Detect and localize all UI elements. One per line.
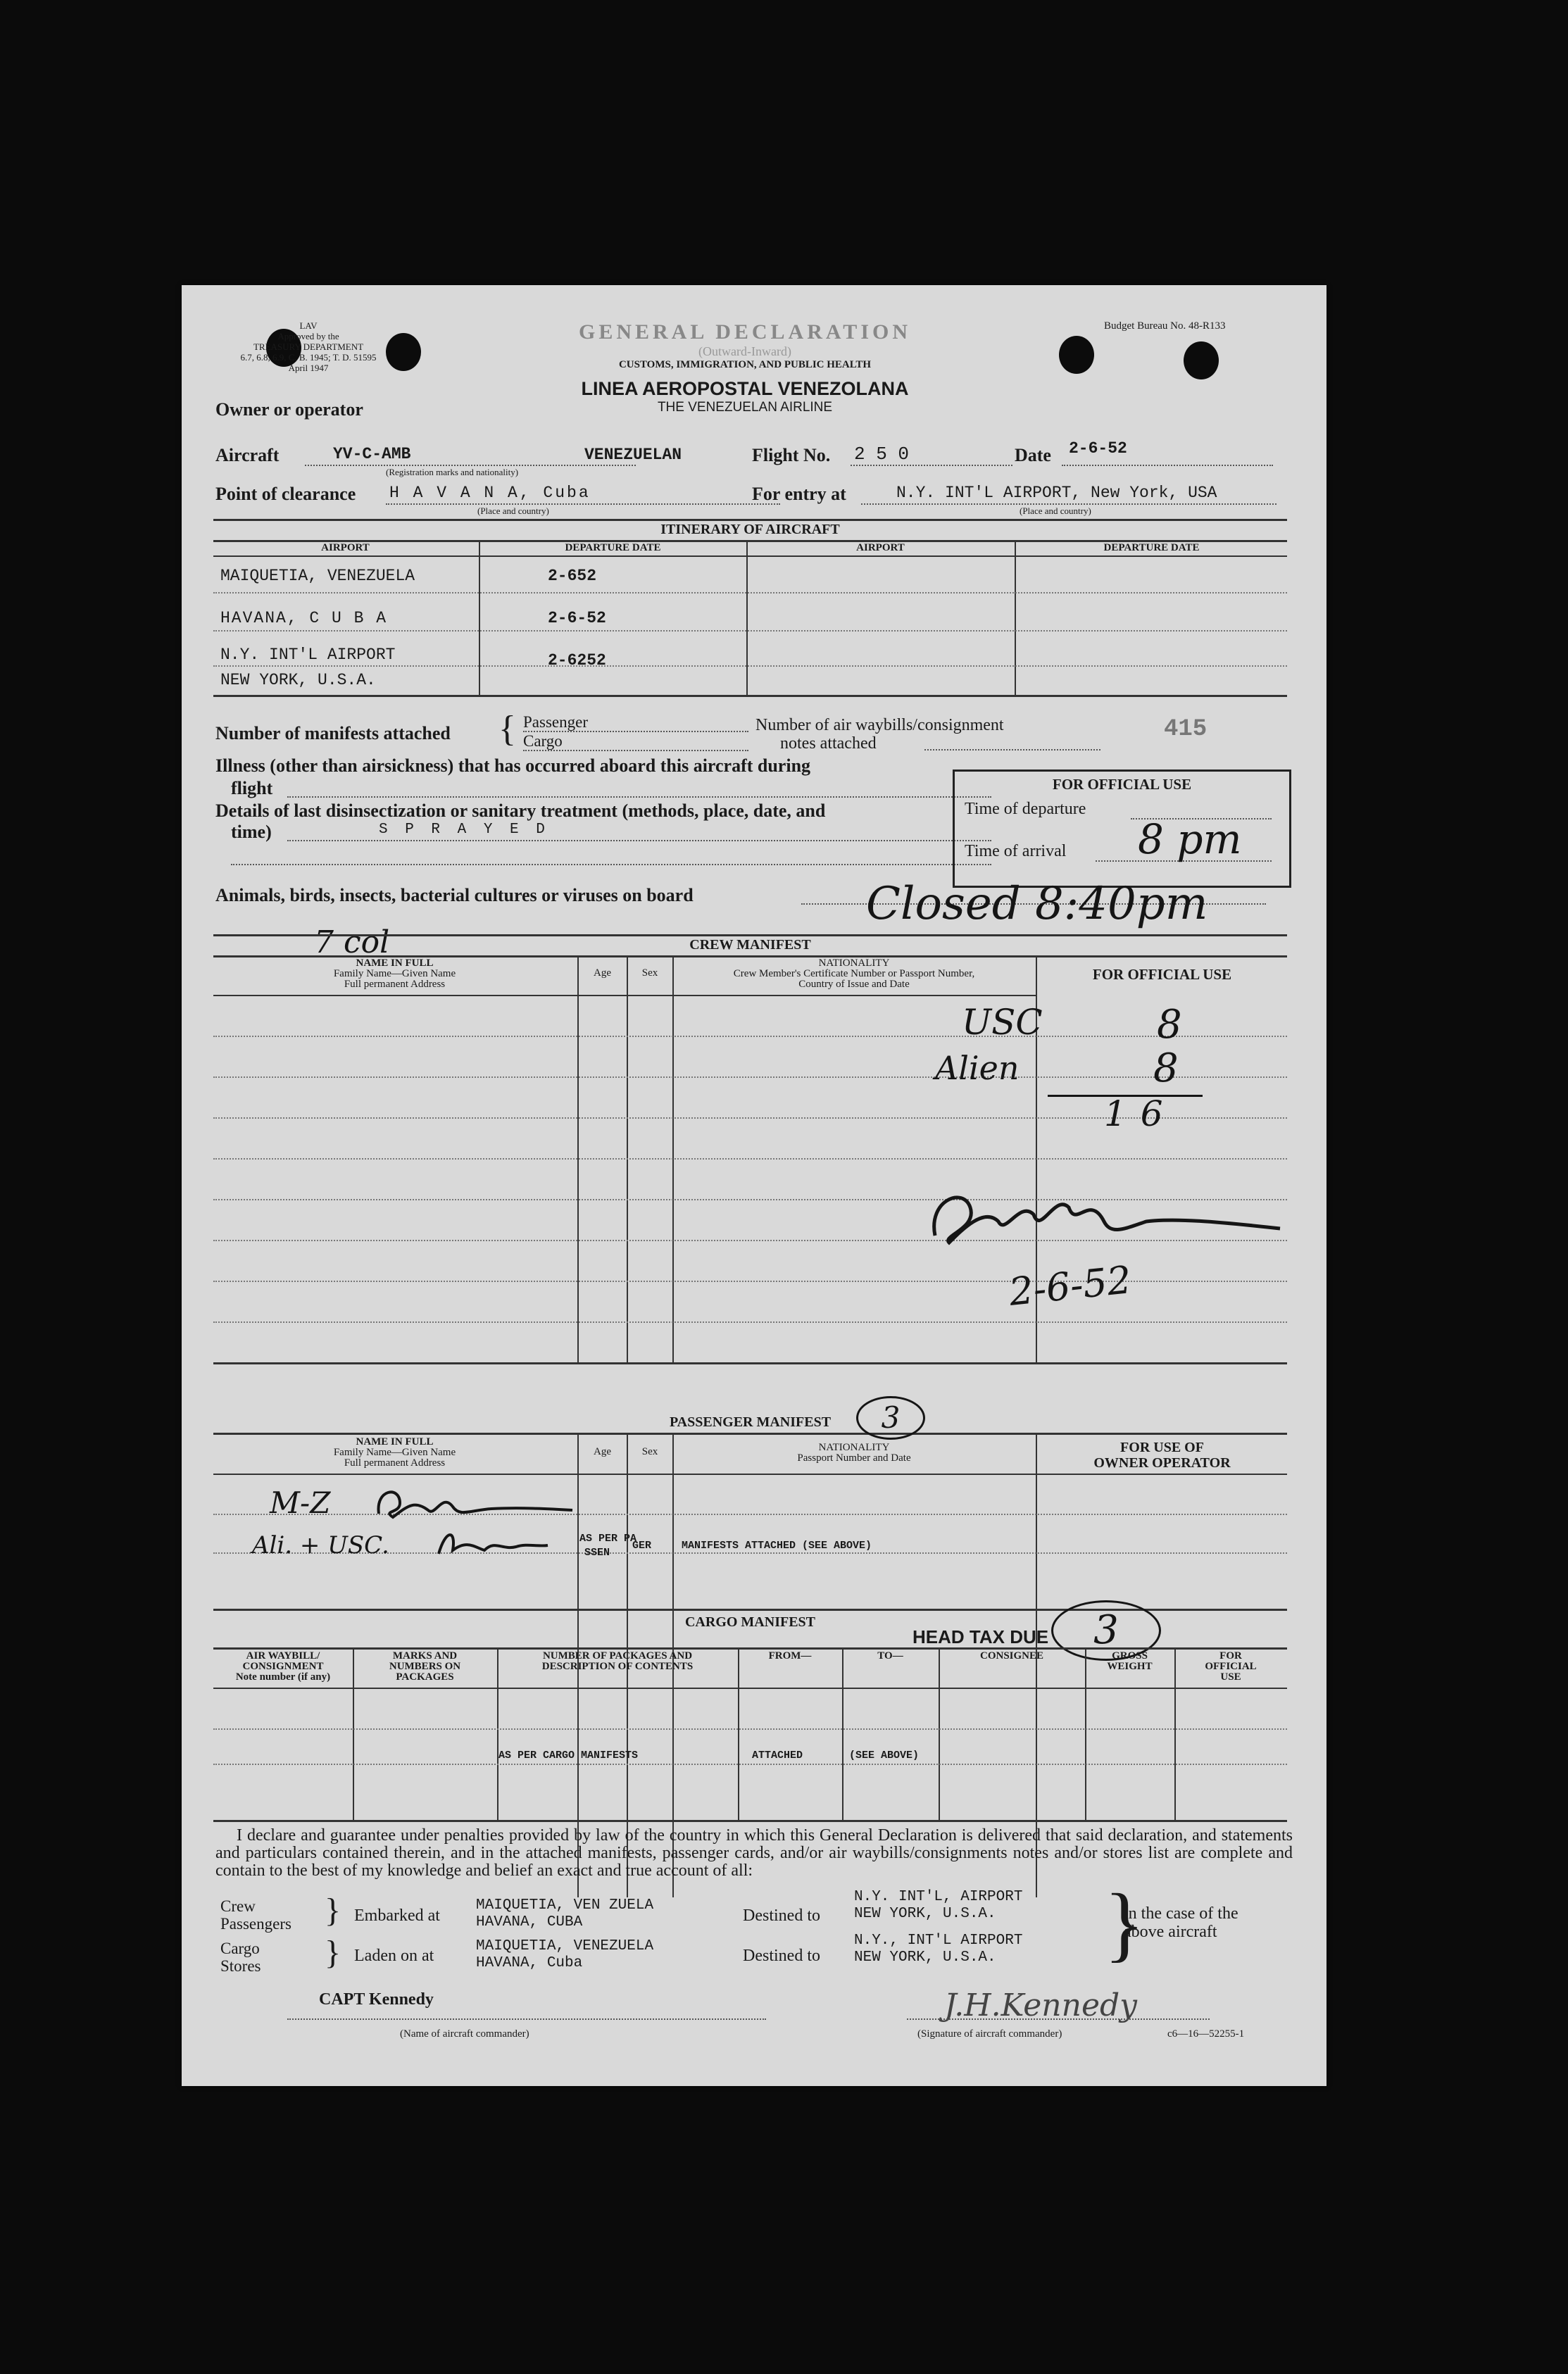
point-of-clearance-label: Point of clearance bbox=[215, 484, 356, 504]
date-label: Date bbox=[1015, 445, 1051, 465]
commander-signature: J.H.Kennedy bbox=[944, 1987, 1138, 2023]
cargo-header-line: OFFICIAL bbox=[1205, 1661, 1257, 1672]
commander-name: CAPT Kennedy bbox=[319, 1990, 434, 2009]
crew-header-sex: Sex bbox=[641, 967, 658, 979]
cargo-header-line: MARKS AND bbox=[392, 1650, 458, 1662]
pax-row-age2: SSEN bbox=[584, 1547, 610, 1559]
cargo-header-line: TO— bbox=[877, 1650, 903, 1662]
form-date-line: April 1947 bbox=[288, 363, 329, 373]
cargo-header-line: CONSIGNEE bbox=[979, 1650, 1044, 1662]
itinerary-header-departure-date: DEPARTURE DATE bbox=[565, 542, 661, 553]
cargo-header-line: PACKAGES bbox=[396, 1671, 454, 1683]
flight-number-field bbox=[851, 445, 1012, 466]
cargo-row-to: (SEE ABOVE) bbox=[849, 1750, 920, 1761]
cargo-header-5 bbox=[842, 1651, 939, 1662]
waybills-count: 415 bbox=[1164, 716, 1208, 743]
budget-bureau-number: Budget Bureau No. 48-R133 bbox=[1104, 320, 1226, 332]
pax-row-sex: GER bbox=[632, 1540, 652, 1552]
cargo-column-divider bbox=[939, 1647, 940, 1820]
cargo-header-line: FROM— bbox=[768, 1650, 812, 1662]
itinerary-header-departure-date-2: DEPARTURE DATE bbox=[1103, 542, 1200, 553]
crew-row-line bbox=[213, 1076, 1287, 1078]
cargo-header-line: Note number (if any) bbox=[235, 1671, 331, 1683]
cargo-header-line: NUMBER OF PACKAGES AND bbox=[542, 1650, 693, 1662]
inspection-date-handwritten: 2-6-52 bbox=[1007, 1257, 1134, 1314]
animals-label: Animals, birds, insects, bacterial cultures or viruses on board bbox=[215, 885, 694, 905]
waybills-field bbox=[924, 732, 1100, 750]
pax-initials-icon bbox=[372, 1482, 576, 1524]
cargo-header-line: USE bbox=[1220, 1671, 1241, 1683]
brace-icon: { bbox=[498, 709, 516, 749]
destined-to-1a: N.Y. INT'L, AIRPORT bbox=[854, 1889, 1023, 1905]
cargo-row-from: ATTACHED bbox=[752, 1750, 803, 1761]
itinerary-title: ITINERARY OF AIRCRAFT bbox=[660, 522, 840, 537]
entry-field bbox=[861, 484, 1277, 505]
airline-subtitle: THE VENEZUELAN AIRLINE bbox=[657, 400, 833, 415]
pax-header-name-address: Full permanent Address bbox=[344, 1457, 446, 1469]
destined-to-2a: N.Y., INT'L AIRPORT bbox=[854, 1933, 1023, 1949]
embarked-at-values bbox=[476, 1897, 653, 1931]
flight-number-label: Flight No. bbox=[752, 445, 831, 465]
disinsection-field bbox=[287, 822, 991, 841]
cargo-header-6 bbox=[939, 1651, 1085, 1662]
passenger-manifest-title: PASSENGER MANIFEST bbox=[669, 1414, 832, 1430]
itinerary-date-1: 2-652 bbox=[548, 567, 597, 585]
declaration-stores-label: Stores bbox=[220, 1957, 261, 1975]
airline-name: LINEA AEROPOSTAL VENEZOLANA bbox=[581, 378, 909, 399]
signature-line bbox=[907, 2017, 1210, 2020]
aircraft-case-note-1: in the case of the bbox=[1124, 1904, 1238, 1923]
cargo-header-7 bbox=[1085, 1651, 1174, 1672]
destined-to-2b: NEW YORK, U.S.A. bbox=[854, 1949, 996, 1966]
pax-mark-handwritten: M-Z bbox=[270, 1486, 331, 1520]
point-of-clearance-field bbox=[386, 484, 780, 505]
official-use-box bbox=[953, 770, 1291, 888]
punch-hole-icon bbox=[1059, 336, 1094, 374]
cargo-row-description: AS PER CARGO MANIFESTS bbox=[498, 1750, 639, 1761]
laden-on-2: HAVANA, Cuba bbox=[476, 1955, 583, 1971]
head-tax-count-handwritten: 3 bbox=[1093, 1607, 1119, 1653]
pax-header-nationality-title: NATIONALITY bbox=[818, 1442, 890, 1453]
crew-header-name-title: NAME IN FULL bbox=[356, 957, 434, 969]
itinerary-airport-2: HAVANA, C U B A bbox=[220, 609, 388, 627]
department-line: TREASURY DEPARTMENT bbox=[253, 341, 364, 352]
pax-header-owner-title: FOR USE OF bbox=[1120, 1440, 1204, 1455]
crew-header-nationality-sub: Crew Member's Certificate Number or Passport Number, bbox=[733, 968, 975, 979]
cargo-manifest-label: Cargo bbox=[523, 732, 748, 751]
cargo-header-line: DESCRIPTION OF CONTENTS bbox=[541, 1661, 694, 1672]
crew-row-line bbox=[213, 1321, 1287, 1323]
disinsection-value: S P R A Y E D bbox=[379, 822, 549, 838]
brace-icon: } bbox=[325, 1934, 341, 1971]
itinerary-date-2: 2-6-52 bbox=[548, 609, 606, 627]
date-value: 2-6-52 bbox=[1069, 439, 1127, 458]
pax-header-age: Age bbox=[594, 1446, 611, 1457]
column-mark-handwritten: 7 col bbox=[314, 924, 390, 960]
pax-header-sex: Sex bbox=[641, 1446, 658, 1457]
disinsection-label-2: time) bbox=[231, 822, 272, 842]
flight-number-value: 2 5 0 bbox=[854, 444, 910, 465]
aircraft-label: Aircraft bbox=[215, 445, 280, 465]
cargo-header-line: GROSS bbox=[1112, 1650, 1148, 1662]
alien-count-handwritten: 8 bbox=[1153, 1045, 1179, 1091]
time-of-arrival-handwritten: 8 pm bbox=[1138, 815, 1242, 863]
pax-row-nationality: MANIFESTS ATTACHED (SEE ABOVE) bbox=[682, 1540, 872, 1552]
destined-to-label: Destined to bbox=[743, 1907, 820, 1925]
pax-mark2-handwritten: Ali. + USC. bbox=[252, 1531, 389, 1559]
punch-hole-icon bbox=[1184, 341, 1219, 379]
approval-line: Approved by the bbox=[277, 331, 339, 341]
crew-header-name-sub: Family Name—Given Name bbox=[333, 968, 456, 979]
commander-name-hint: (Name of aircraft commander) bbox=[400, 2028, 529, 2040]
cargo-header-2 bbox=[353, 1651, 497, 1683]
cargo-header-line: CONSIGNMENT bbox=[242, 1661, 324, 1672]
general-declaration-form bbox=[182, 285, 1326, 2086]
cargo-column-divider bbox=[1174, 1647, 1176, 1820]
crew-header-official-use: FOR OFFICIAL USE bbox=[1092, 966, 1232, 983]
waybills-label: Number of air waybills/consignment bbox=[755, 716, 1004, 734]
cargo-header-line: AIR WAYBILL/ bbox=[246, 1650, 320, 1662]
cargo-column-divider bbox=[497, 1647, 498, 1820]
laden-on-1: MAIQUETIA, VENEZUELA bbox=[476, 1938, 654, 1954]
itinerary-airport-3: N.Y. INT'L AIRPORT bbox=[220, 646, 396, 664]
treatment-extra-line bbox=[231, 862, 991, 865]
itinerary-header-airport-2: AIRPORT bbox=[856, 542, 905, 553]
declaration-crew-passengers bbox=[220, 1897, 291, 1933]
form-subtitle: (Outward-Inward) bbox=[698, 344, 791, 358]
declaration-text: I declare and guarantee under penalties provided by law of the country in which this General Declaration is delivered that said declaration, and statements and particulars contained therein, and in the attached manifests, passenger cards, and/or air waybills/consignments notes and/or stores list are complete and contain to the best of my knowledge and belief an exact and true account of all: bbox=[215, 1826, 1293, 1880]
waybills-label-2: notes attached bbox=[780, 734, 877, 753]
usc-count-handwritten: 8 bbox=[1157, 1002, 1182, 1048]
cargo-column-divider bbox=[842, 1647, 843, 1820]
cargo-header-line: WEIGHT bbox=[1107, 1661, 1153, 1672]
aircraft-hint: (Registration marks and nationality) bbox=[386, 467, 519, 477]
cargo-header-4 bbox=[738, 1651, 842, 1662]
head-tax-due-stamp: HEAD TAX DUE bbox=[912, 1626, 1049, 1647]
declaration-cargo-label: Cargo bbox=[220, 1940, 260, 1957]
usc-label-handwritten: USC bbox=[962, 1002, 1043, 1043]
passenger-manifest-label: Passenger bbox=[523, 713, 748, 732]
pax-header-nationality bbox=[675, 1443, 1034, 1464]
illness-label-2: flight bbox=[231, 778, 273, 798]
official-use-title: FOR OFFICIAL USE bbox=[1052, 776, 1192, 793]
itinerary-airport-1: MAIQUETIA, VENEZUELA bbox=[220, 567, 415, 585]
laden-on-label: Laden on at bbox=[354, 1947, 434, 1965]
crew-header-name bbox=[213, 958, 576, 990]
itinerary-date-3: 2-6252 bbox=[548, 651, 606, 670]
destined-to-label-2: Destined to bbox=[743, 1947, 820, 1965]
pax-header-owner bbox=[1037, 1440, 1287, 1471]
laden-on-values bbox=[476, 1938, 653, 1972]
pax-row-age: AS PER PA bbox=[579, 1533, 637, 1545]
point-of-clearance-value: H A V A N A, Cuba bbox=[389, 484, 591, 502]
form-authority: CUSTOMS, IMMIGRATION, AND PUBLIC HEALTH bbox=[618, 359, 872, 370]
cargo-header-8 bbox=[1174, 1651, 1287, 1683]
destined-to-values-2 bbox=[854, 1933, 1022, 1966]
pax-header-name-title: NAME IN FULL bbox=[356, 1436, 434, 1447]
disinsection-label: Details of last disinsectization or sanitary treatment (methods, place, date, and bbox=[215, 800, 826, 821]
form-code: LAV bbox=[299, 320, 318, 331]
closed-time-handwritten: Closed 8:40pm bbox=[866, 878, 1208, 930]
form-approval-block bbox=[203, 320, 414, 373]
regulation-line: 6.7, 6.8, 6.9, C. B. 1945; T. D. 51595 bbox=[240, 352, 377, 363]
brace-icon: } bbox=[1104, 1876, 1145, 1970]
commander-name-line bbox=[287, 2017, 766, 2020]
inspector-initials-icon bbox=[921, 1179, 1287, 1264]
form-number: c6—16—52255-1 bbox=[1167, 2028, 1245, 2040]
entry-hint: (Place and country) bbox=[1020, 505, 1091, 516]
entry-value: N.Y. INT'L AIRPORT, New York, USA bbox=[896, 484, 1217, 502]
cargo-header-line: FOR bbox=[1219, 1650, 1242, 1662]
cargo-column-divider bbox=[738, 1647, 739, 1820]
crew-manifest-title: CREW MANIFEST bbox=[689, 937, 811, 953]
destined-to-values bbox=[854, 1889, 1022, 1923]
pax-initials2-icon bbox=[432, 1526, 551, 1561]
crew-header-nationality bbox=[675, 958, 1034, 990]
itinerary-header-airport: AIRPORT bbox=[321, 542, 370, 553]
brace-icon: } bbox=[325, 1892, 341, 1929]
clearance-hint: (Place and country) bbox=[477, 505, 549, 516]
declaration-crew-label: Crew bbox=[220, 1897, 256, 1915]
form-title: GENERAL DECLARATION bbox=[578, 320, 911, 344]
owner-operator-label: Owner or operator bbox=[215, 399, 363, 420]
cargo-header-line: NUMBERS ON bbox=[389, 1661, 461, 1672]
form-header bbox=[498, 320, 991, 415]
illness-field bbox=[287, 778, 991, 798]
date-field bbox=[1062, 439, 1273, 466]
embarked-at-1: MAIQUETIA, VEN ZUELA bbox=[476, 1897, 654, 1914]
manifests-attached-label: Number of manifests attached bbox=[215, 723, 451, 743]
crew-header-age: Age bbox=[594, 967, 611, 979]
entry-label: For entry at bbox=[752, 484, 846, 504]
pax-count-handwritten: 3 bbox=[881, 1400, 901, 1435]
cargo-header-1 bbox=[213, 1651, 353, 1683]
embarked-at-label: Embarked at bbox=[354, 1907, 440, 1925]
crew-total-handwritten: 16 bbox=[1104, 1093, 1177, 1134]
pax-header-owner-sub: OWNER OPERATOR bbox=[1093, 1455, 1231, 1471]
aircraft-case-note bbox=[1124, 1904, 1238, 1941]
declaration-cargo-stores bbox=[220, 1940, 261, 1975]
alien-label-handwritten: Alien bbox=[935, 1049, 1020, 1087]
aircraft-registration: YV-C-AMB bbox=[333, 445, 411, 463]
crew-header-nationality-country: Country of Issue and Date bbox=[798, 979, 910, 990]
crew-row-line bbox=[213, 1158, 1287, 1160]
destined-to-1b: NEW YORK, U.S.A. bbox=[854, 1906, 996, 1922]
crew-header-nationality-title: NATIONALITY bbox=[818, 957, 890, 969]
time-of-arrival-label: Time of arrival bbox=[965, 842, 1067, 860]
pax-header-name bbox=[213, 1437, 576, 1469]
signature-hint: (Signature of aircraft commander) bbox=[917, 2028, 1062, 2040]
crew-header-name-address: Full permanent Address bbox=[344, 979, 446, 990]
pax-header-nationality-sub: Passport Number and Date bbox=[797, 1452, 911, 1464]
illness-label: Illness (other than airsickness) that has occurred aboard this aircraft during bbox=[215, 755, 811, 776]
time-of-departure-label: Time of departure bbox=[965, 800, 1086, 818]
cargo-column-divider bbox=[1085, 1647, 1086, 1820]
cargo-manifest-title: CARGO MANIFEST bbox=[684, 1614, 815, 1630]
aircraft-nationality: VENEZUELAN bbox=[584, 446, 682, 464]
pax-header-name-sub: Family Name—Given Name bbox=[333, 1447, 456, 1458]
pax-count-circle bbox=[856, 1396, 925, 1440]
itinerary-airport-4: NEW YORK, U.S.A. bbox=[220, 671, 376, 689]
declaration-passengers-label: Passengers bbox=[220, 1915, 291, 1933]
cargo-column-divider bbox=[353, 1647, 354, 1820]
aircraft-case-note-2: above aircraft bbox=[1124, 1923, 1217, 1941]
manifest-types bbox=[523, 713, 748, 751]
crew-row-line bbox=[213, 1036, 1287, 1037]
embarked-at-2: HAVANA, CUBA bbox=[476, 1914, 583, 1930]
cargo-header-3 bbox=[497, 1651, 738, 1672]
